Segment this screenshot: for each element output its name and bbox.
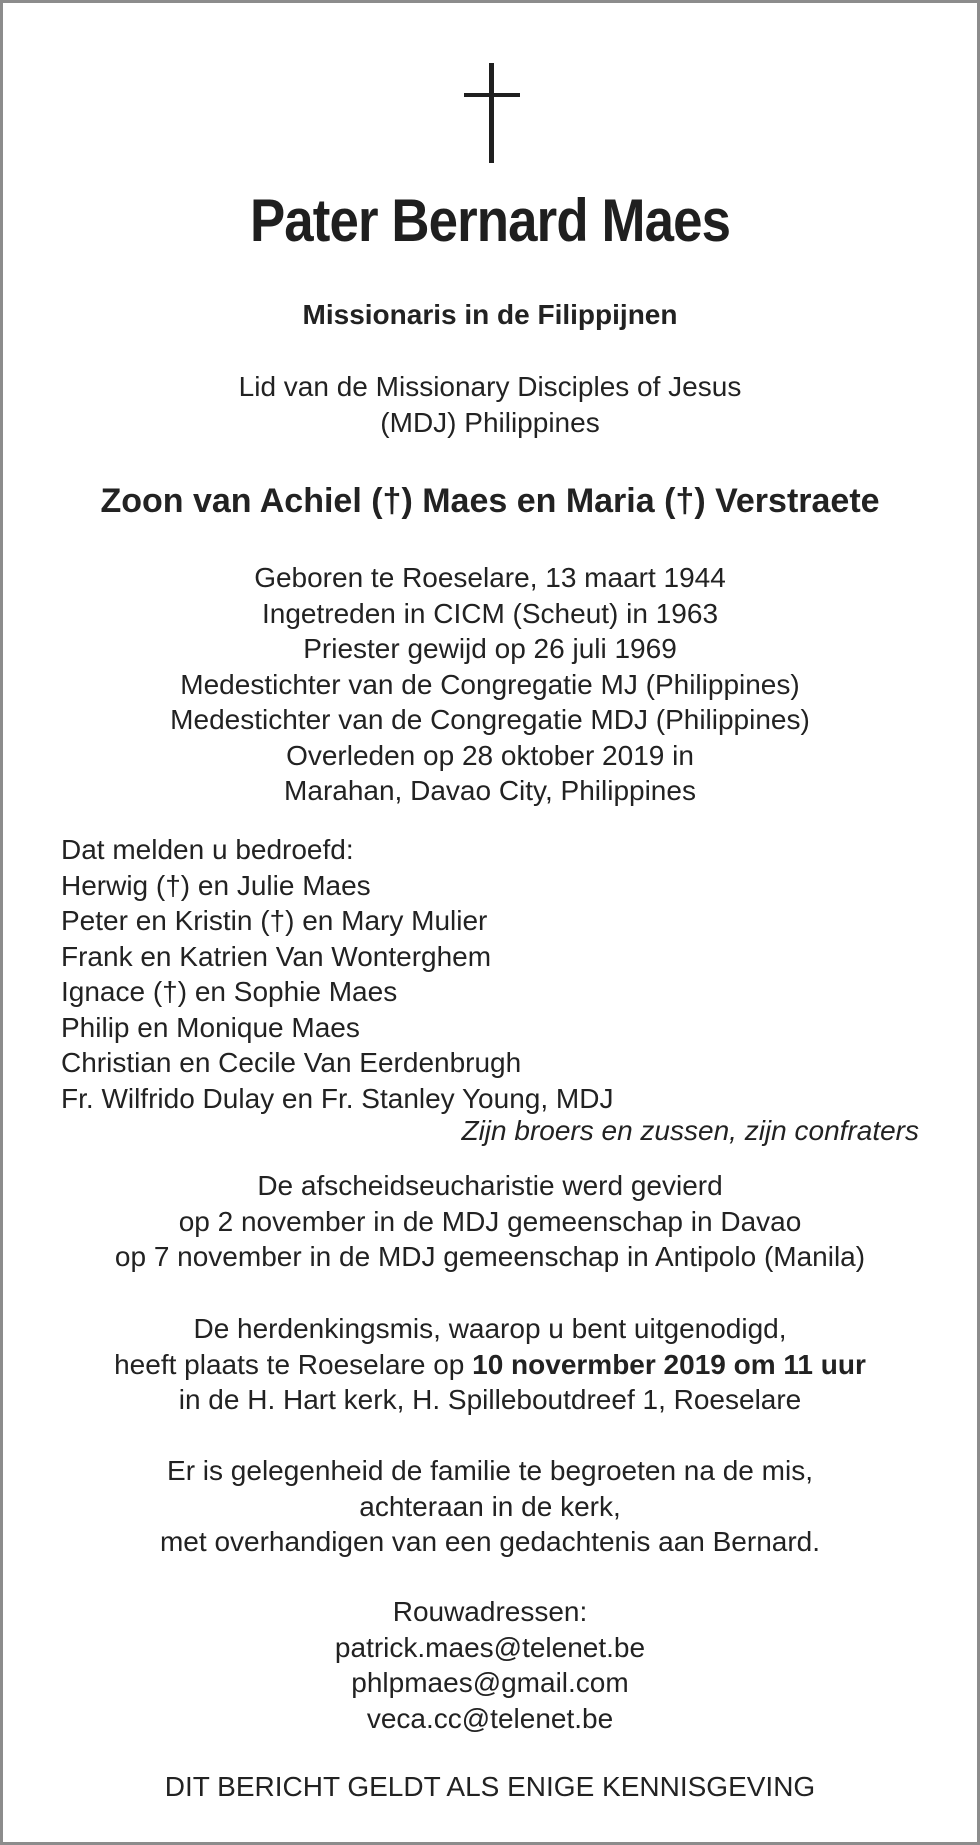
email-address: patrick.maes@telenet.be	[334, 1631, 646, 1663]
mourner-name: Fr. Wilfrido Dulay en Fr. Stanley Young, MDJ	[61, 1082, 614, 1114]
condolence-line: Er is gelegenheid de familie te begroeten na de mis,	[167, 1455, 813, 1486]
mourner-name: Herwig (†) en Julie Maes	[61, 869, 371, 901]
mourner-name: Frank en Katrien Van Wonterghem	[61, 940, 492, 972]
eucharist-info	[3, 1168, 977, 1275]
mourners-list	[61, 832, 923, 1116]
mourner-name: Peter en Kristin (†) en Mary Mulier	[61, 905, 488, 936]
mourner-name: Ignace (†) en Sophie Maes	[61, 976, 398, 1007]
role-line: Missionaris in de Filippijnen	[302, 299, 678, 330]
memorial-line	[3, 1347, 977, 1383]
email-address: phlpmaes@gmail.com	[351, 1667, 629, 1698]
biography-line: Geboren te Roeselare, 13 maart 1944	[254, 562, 726, 593]
condolence-line: met overhandigen van een gedachtenis aan Bernard.	[159, 1526, 821, 1557]
eucharist-line: op 2 november in de MDJ gemeenschap in Davao	[178, 1205, 802, 1237]
mourner-name: Philip en Monique Maes	[61, 1011, 360, 1043]
memorial-date-time: 10 novermber 2019 om 11 uur	[472, 1348, 866, 1380]
biography	[3, 560, 977, 809]
biography-line: Ingetreden in CICM (Scheut) in 1963	[261, 597, 719, 629]
mourners-signature: Zijn broers en zussen, zijn confraters	[461, 1115, 919, 1146]
eucharist-line: De afscheidseucharistie werd gevierd	[257, 1170, 723, 1201]
memorial-line: in de H. Hart kerk, H. Spilleboutdreef 1, Roeselare	[178, 1384, 802, 1415]
condolence-line: achteraan in de kerk,	[359, 1490, 621, 1522]
memorial-line: De herdenkingsmis, waarop u bent uitgenodigd,	[193, 1313, 787, 1344]
condolence-info	[3, 1453, 977, 1560]
condolence-addresses	[3, 1594, 977, 1736]
biography-line: Overleden op 28 oktober 2019 in	[286, 739, 694, 771]
biography-line: Medestichter van de Congregatie MDJ (Philippines)	[170, 704, 810, 735]
eucharist-line: op 7 november in de MDJ gemeenschap in Antipolo (Manila)	[114, 1241, 866, 1272]
biography-line: Medestichter van de Congregatie MJ (Philippines)	[180, 668, 800, 700]
notice-line: DIT BERICHT GELDT ALS ENIGE KENNISGEVING	[164, 1771, 816, 1802]
membership-line: (MDJ) Philippines	[380, 407, 600, 438]
deceased-name: Pater Bernard Maes	[249, 187, 731, 254]
memorial-line-prefix: heeft plaats te Roeselare op	[114, 1348, 473, 1380]
biography-line: Marahan, Davao City, Philippines	[284, 775, 696, 806]
membership	[3, 369, 977, 441]
cross-icon	[464, 63, 520, 163]
parents-line: Zoon van Achiel (†) Maes en Maria (†) Verstraete	[100, 482, 880, 520]
biography-line: Priester gewijd op 26 juli 1969	[303, 633, 677, 664]
memorial-mass-info	[3, 1311, 977, 1418]
email-address: veca.cc@telenet.be	[366, 1702, 614, 1734]
mourner-name: Christian en Cecile Van Eerdenbrugh	[61, 1047, 522, 1078]
membership-line: Lid van de Missionary Disciples of Jesus	[238, 371, 742, 402]
addresses-label: Rouwadressen:	[392, 1596, 588, 1627]
mourners-intro: Dat melden u bedroefd:	[61, 834, 354, 865]
